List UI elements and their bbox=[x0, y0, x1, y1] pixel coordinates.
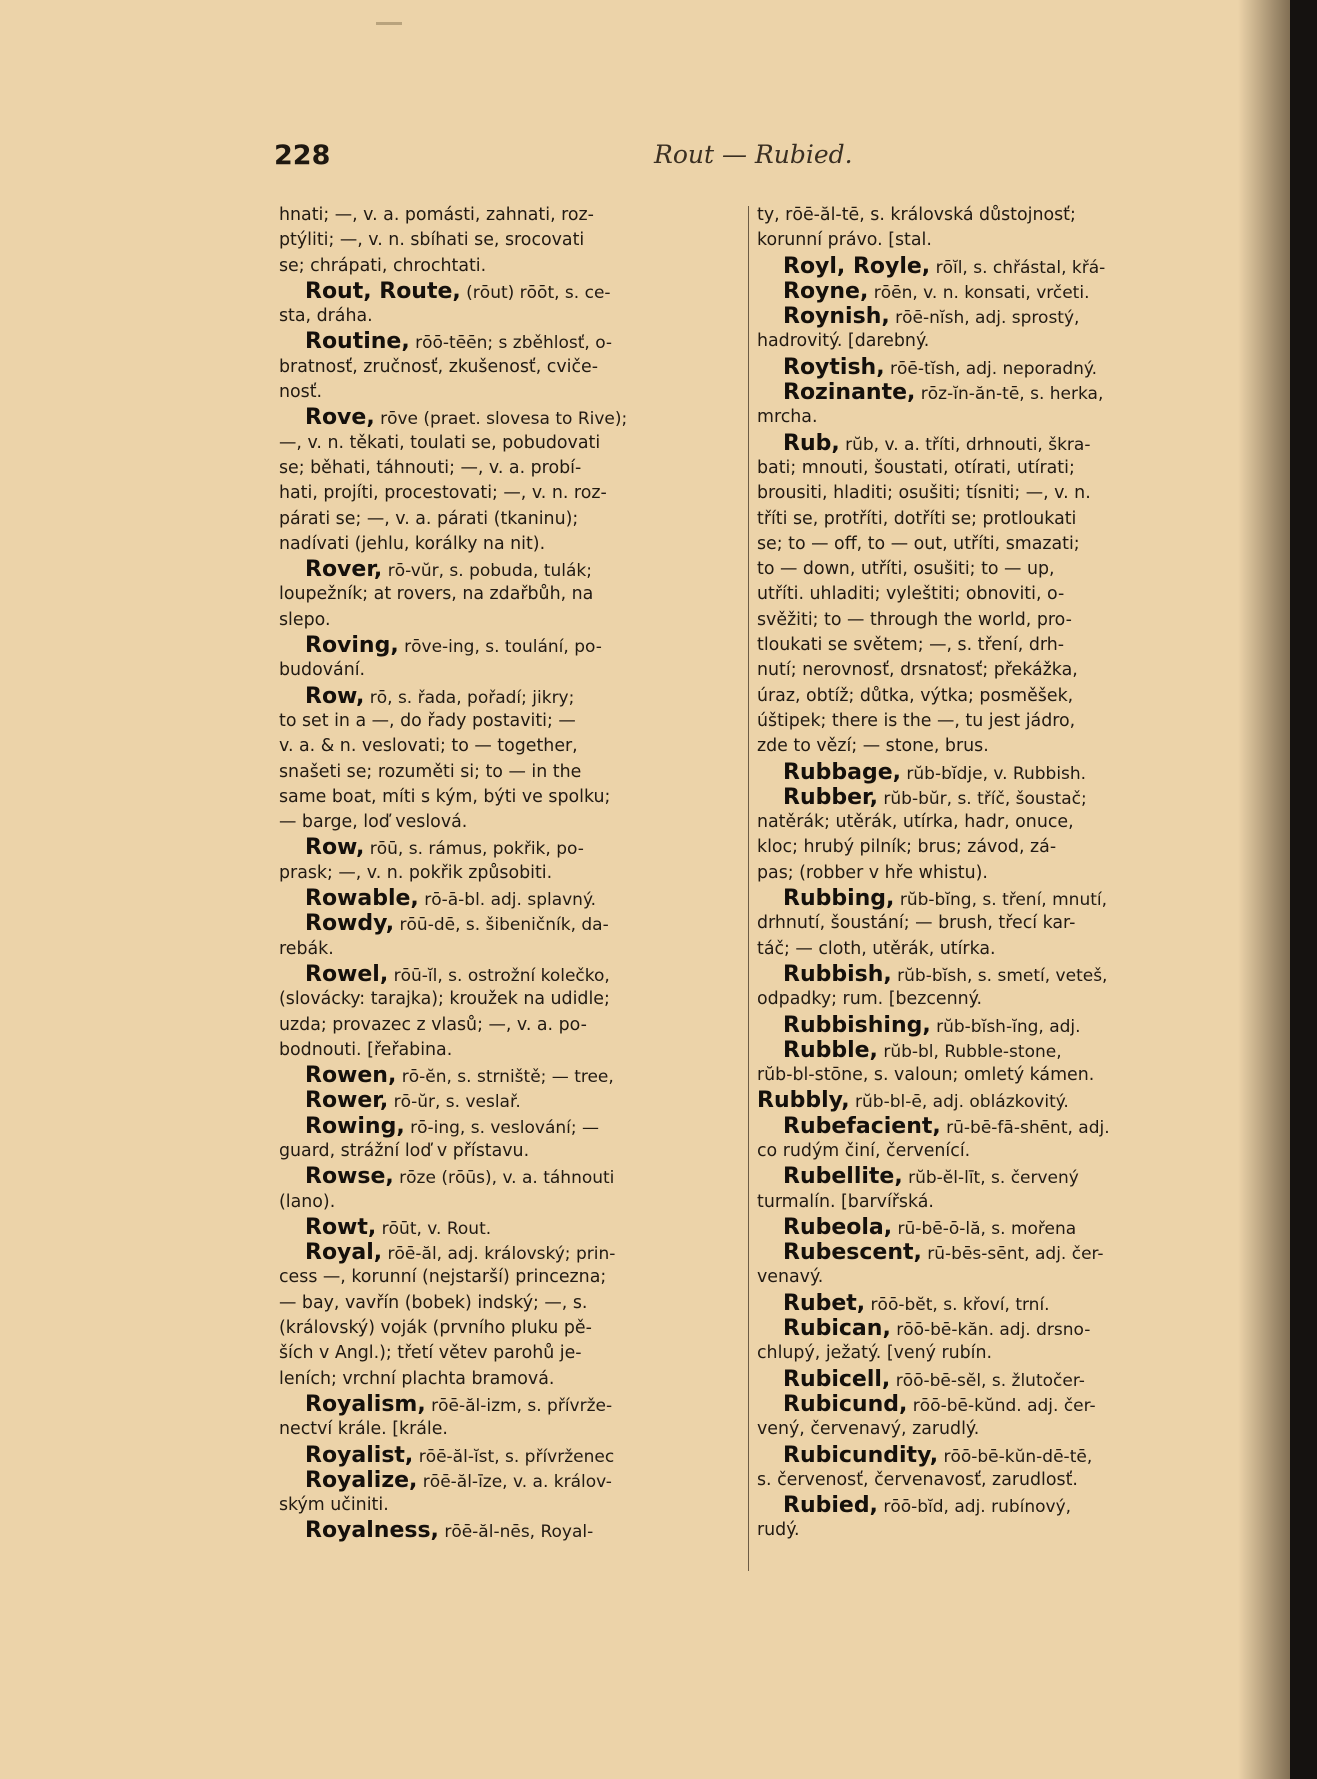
headword: Rubefacient, bbox=[783, 1113, 941, 1139]
entry-text: rū-bē-ō-lă, s. mořena bbox=[892, 1218, 1077, 1239]
entry-text: rō-ā-bl. adj. splavný. bbox=[418, 890, 597, 911]
left-column bbox=[279, 203, 734, 1544]
entry-text: rō-ing, s. veslování; — bbox=[404, 1117, 599, 1138]
entry-text: nadívati (jehlu, korálky na nit). bbox=[279, 533, 546, 554]
entry-text-line bbox=[279, 861, 734, 886]
entry-text: rōve (praet. slovesa to Rive); bbox=[374, 409, 628, 430]
entry-headword-line bbox=[279, 557, 734, 582]
entry-text-line bbox=[279, 709, 734, 734]
entry-text: turmalín. [barvířská. bbox=[757, 1191, 934, 1212]
entry-text: párati se; —, v. a. párati (tkaninu); bbox=[279, 508, 579, 529]
entry-text: rō, s. řada, pořadí; jikry; bbox=[364, 687, 575, 708]
entry-headword-line bbox=[757, 355, 1212, 380]
headword: Routine, bbox=[305, 329, 410, 355]
entry-text: nosť. bbox=[279, 382, 323, 403]
entry-text-line bbox=[757, 1139, 1212, 1164]
entry-text: rōūt, v. Rout. bbox=[376, 1218, 492, 1239]
entry-text: (lano). bbox=[279, 1191, 336, 1212]
entry-headword-line bbox=[757, 760, 1212, 785]
entry-text: bati; mnouti, šoustati, otírati, utírati; bbox=[757, 457, 1075, 478]
entry-text: rōē-ăl-nēs, Royal- bbox=[438, 1522, 594, 1543]
entry-headword-line bbox=[279, 1468, 734, 1493]
headword: Rubbishing, bbox=[783, 1012, 931, 1038]
headword: Rubber, bbox=[783, 784, 878, 810]
entry-text: slepo. bbox=[279, 609, 331, 630]
entry-text: rŭb-bl-stōne, s. valoun; omletý kámen. bbox=[757, 1065, 1095, 1086]
entry-text-line bbox=[757, 861, 1212, 886]
entry-text: chlupý, ježatý. [vený rubín. bbox=[757, 1343, 993, 1364]
entry-text: utříti. uhladiti; vyleštiti; obnoviti, o- bbox=[757, 584, 1065, 605]
entry-headword-line bbox=[279, 1164, 734, 1189]
entry-headword-line bbox=[279, 1088, 734, 1113]
entry-text: vený, červenavý, zarudlý. bbox=[757, 1419, 980, 1440]
headword: Rowen, bbox=[305, 1063, 397, 1089]
headword: Rubbly, bbox=[757, 1088, 850, 1114]
entry-text: (rōut) rōōt, s. ce- bbox=[460, 282, 611, 303]
entry-text-line bbox=[279, 1316, 734, 1341]
entry-text: pas; (robber v hře whistu). bbox=[757, 862, 988, 883]
entry-text-line bbox=[757, 1341, 1212, 1366]
entry-headword-line bbox=[757, 279, 1212, 304]
entry-headword-line bbox=[279, 684, 734, 709]
entry-text-line bbox=[279, 734, 734, 759]
entry-text: ty, rōē-ăl-tē, s. královská důstojnosť; bbox=[757, 205, 1076, 225]
entry-text: rōē-nĭsh, adj. sprostý, bbox=[889, 308, 1080, 329]
entry-headword-line bbox=[757, 1493, 1212, 1518]
entry-headword-line bbox=[279, 886, 734, 911]
entry-text: rōō-bē-sĕl, s. žlutočer- bbox=[890, 1370, 1085, 1391]
entry-text: rŭb-ĕl-līt, s. červený bbox=[902, 1168, 1079, 1189]
entry-text: cess —, korunní (nejstarší) princezna; bbox=[279, 1267, 607, 1288]
entry-text-line bbox=[757, 228, 1212, 253]
entry-text-line bbox=[757, 1190, 1212, 1215]
headword: Rover, bbox=[305, 557, 383, 583]
entry-text-line bbox=[279, 987, 734, 1012]
entry-headword-line bbox=[279, 279, 734, 304]
entry-text: rōō-tēēn; s zběhlosť, o- bbox=[409, 333, 613, 354]
entry-text-line bbox=[757, 911, 1212, 936]
entry-text: rŭb-bl-ē, adj. oblázkovitý. bbox=[849, 1092, 1069, 1113]
entry-headword-line bbox=[757, 431, 1212, 456]
page-header bbox=[274, 140, 1144, 174]
headword: Rubicund, bbox=[783, 1391, 908, 1417]
entry-text-line bbox=[757, 1518, 1212, 1543]
entry-text: —, v. n. těkati, toulati se, pobudovati bbox=[279, 432, 601, 453]
headword: Rubicundity, bbox=[783, 1442, 939, 1468]
entry-headword-line bbox=[757, 1316, 1212, 1341]
entry-text: rōō-bē-kŭnd. adj. čer- bbox=[907, 1395, 1096, 1416]
entry-text-line bbox=[279, 228, 734, 253]
entry-text-line bbox=[279, 254, 734, 279]
gutter-shadow bbox=[1238, 0, 1290, 1779]
entry-text-line bbox=[757, 1417, 1212, 1442]
entry-headword-line bbox=[279, 1392, 734, 1417]
entry-text-line bbox=[757, 507, 1212, 532]
column-divider bbox=[748, 206, 749, 1571]
headword: Roving, bbox=[305, 633, 399, 659]
entry-headword-line bbox=[279, 1443, 734, 1468]
entry-text-line bbox=[279, 582, 734, 607]
entry-text: drhnutí, šoustání; — brush, třecí kar- bbox=[757, 913, 1076, 934]
headword: Rozinante, bbox=[783, 380, 916, 406]
entry-text: tloukati se světem; —, s. tření, drh- bbox=[757, 635, 1065, 656]
entry-headword-line bbox=[279, 1114, 734, 1139]
entry-text: nectví krále. [krále. bbox=[279, 1419, 448, 1440]
headword: Royalize, bbox=[305, 1467, 418, 1493]
entry-text: budování. bbox=[279, 660, 366, 681]
entry-text-line bbox=[757, 1063, 1212, 1088]
entry-text: rŭb-bĭdje, v. Rubbish. bbox=[900, 763, 1087, 784]
entry-text: rŭb, v. a. tříti, drhnouti, škra- bbox=[839, 434, 1091, 455]
entry-headword-line bbox=[279, 1240, 734, 1265]
entry-text-line bbox=[757, 481, 1212, 506]
entry-text: zde to vězí; — stone, brus. bbox=[757, 736, 989, 757]
entry-text: rōze (rōūs), v. a. táhnouti bbox=[393, 1168, 615, 1189]
entry-headword-line bbox=[279, 911, 734, 936]
entry-text: v. a. & n. veslovati; to — together, bbox=[279, 736, 578, 757]
headword: Rowable, bbox=[305, 886, 419, 912]
entry-headword-line bbox=[757, 1240, 1212, 1265]
entry-headword-line bbox=[757, 1443, 1212, 1468]
entry-text: rŭb-bŭr, s. tříč, šoustač; bbox=[878, 788, 1087, 809]
entry-text-line bbox=[279, 785, 734, 810]
entry-text: mrcha. bbox=[757, 407, 818, 428]
entry-text-line bbox=[757, 709, 1212, 734]
entry-text: guard, strážní loď v přístavu. bbox=[279, 1140, 530, 1161]
entry-text: svěžiti; to — through the world, pro- bbox=[757, 609, 1072, 630]
entry-text-line bbox=[279, 203, 734, 228]
entry-text: to set in a —, do řady postaviti; — bbox=[279, 710, 576, 731]
headword: Rowt, bbox=[305, 1214, 377, 1240]
entry-text: rō-ĕn, s. strniště; — tree, bbox=[396, 1067, 614, 1088]
entry-text-line bbox=[279, 1367, 734, 1392]
entry-text-line bbox=[279, 1038, 734, 1063]
entry-text-line bbox=[757, 633, 1212, 658]
entry-headword-line bbox=[757, 380, 1212, 405]
headword: Row, bbox=[305, 683, 365, 709]
headword: Royl, Royle, bbox=[783, 253, 931, 279]
entry-text: rōē-ăl, adj. královský; prin- bbox=[382, 1244, 616, 1265]
entry-text: korunní právo. [stal. bbox=[757, 230, 932, 251]
headword: Royalist, bbox=[305, 1442, 414, 1468]
entry-text: ským učiniti. bbox=[279, 1495, 389, 1516]
entry-text: to — down, utříti, osušiti; to — up, bbox=[757, 559, 1055, 580]
headword: Rowel, bbox=[305, 961, 389, 987]
entry-headword-line bbox=[757, 1114, 1212, 1139]
entry-text: rōē-ăl-ĭst, s. přívrženec bbox=[413, 1446, 615, 1467]
entry-text: ptýliti; —, v. n. sbíhati se, srocovati bbox=[279, 230, 585, 251]
entry-text: rŭb-bĭng, s. tření, mnutí, bbox=[894, 890, 1108, 911]
entry-headword-line bbox=[279, 962, 734, 987]
headword: Rower, bbox=[305, 1088, 389, 1114]
entry-text: brousiti, hladiti; osušiti; tísniti; —, v. n. bbox=[757, 483, 1091, 504]
entry-text-line bbox=[757, 582, 1212, 607]
entry-text: rŭb-bĭsh, s. smetí, veteš, bbox=[891, 965, 1108, 986]
headword: Rout, Route, bbox=[305, 278, 461, 304]
entry-text-line bbox=[757, 1265, 1212, 1290]
headword: Rubbing, bbox=[783, 886, 895, 912]
entry-text: rōĭl, s. chřástal, křá- bbox=[930, 257, 1106, 278]
headword: Rowse, bbox=[305, 1164, 394, 1190]
headword: Rubican, bbox=[783, 1316, 891, 1342]
running-head: Rout — Rubied. bbox=[654, 140, 853, 169]
entry-text-line bbox=[279, 532, 734, 557]
entry-headword-line bbox=[757, 254, 1212, 279]
entry-text: táč; — cloth, utěrák, utírka. bbox=[757, 938, 996, 959]
entry-text-line bbox=[279, 810, 734, 835]
entry-text-line bbox=[279, 456, 734, 481]
headword: Rowing, bbox=[305, 1113, 405, 1139]
entry-text-line bbox=[757, 405, 1212, 430]
entry-headword-line bbox=[757, 785, 1212, 810]
headword: Rub, bbox=[783, 430, 840, 456]
headword: Rubescent, bbox=[783, 1240, 922, 1266]
fold-mark bbox=[376, 22, 402, 25]
right-column bbox=[757, 203, 1212, 1544]
entry-text-line bbox=[279, 1493, 734, 1518]
book-edge bbox=[1290, 0, 1317, 1779]
entry-text: rōū-dē, s. šibeničník, da- bbox=[394, 915, 609, 936]
headword: Rubble, bbox=[783, 1037, 878, 1063]
entry-headword-line bbox=[757, 1392, 1212, 1417]
entry-text: rōē-ăl-izm, s. přívrže- bbox=[425, 1395, 613, 1416]
headword: Row, bbox=[305, 835, 365, 861]
entry-text: rebák. bbox=[279, 938, 334, 959]
entry-text-line bbox=[279, 1013, 734, 1038]
headword: Rubied, bbox=[783, 1493, 878, 1519]
entry-headword-line bbox=[757, 1215, 1212, 1240]
entry-text-line bbox=[757, 937, 1212, 962]
entry-headword-line bbox=[757, 962, 1212, 987]
entry-text: nutí; nerovnosť, drsnatosť; překážka, bbox=[757, 660, 1078, 681]
entry-text: se; to — off, to — out, utříti, smazati; bbox=[757, 533, 1080, 554]
entry-text: rōē-ăl-īze, v. a. králov- bbox=[417, 1471, 612, 1492]
entry-headword-line bbox=[757, 1164, 1212, 1189]
entry-headword-line bbox=[279, 1063, 734, 1088]
page-number: 228 bbox=[274, 140, 331, 171]
entry-text-line bbox=[279, 1190, 734, 1215]
entry-text: hati, projíti, procestovati; —, v. n. roz- bbox=[279, 483, 607, 504]
entry-text: tříti se, protříti, dotříti se; protloukati bbox=[757, 508, 1077, 529]
entry-text-line bbox=[279, 937, 734, 962]
entry-headword-line bbox=[279, 329, 734, 354]
entry-text: co rudým činí, červenící. bbox=[757, 1140, 971, 1161]
entry-text-line bbox=[279, 1417, 734, 1442]
entry-text: — bay, vavřín (bobek) indský; —, s. bbox=[279, 1292, 588, 1313]
entry-text: odpadky; rum. [bezcenný. bbox=[757, 989, 983, 1010]
entry-text: rōō-bĭd, adj. rubínový, bbox=[877, 1497, 1072, 1518]
entry-text-line bbox=[279, 481, 734, 506]
headword: Rubbage, bbox=[783, 759, 901, 785]
entry-text: rōū-ĭl, s. ostrožní kolečko, bbox=[388, 965, 610, 986]
entry-text-line bbox=[757, 329, 1212, 354]
entry-text: prask; —, v. n. pokřik způsobiti. bbox=[279, 862, 553, 883]
headword: Rubellite, bbox=[783, 1164, 903, 1190]
entry-text: bodnouti. [řeřabina. bbox=[279, 1039, 453, 1060]
entry-text: (slovácky: tarajka); kroužek na udidle; bbox=[279, 989, 610, 1010]
entry-text: natěrák; utěrák, utírka, hadr, onuce, bbox=[757, 812, 1074, 833]
entry-headword-line bbox=[757, 1088, 1212, 1113]
entry-text-line bbox=[757, 987, 1212, 1012]
entry-text: rōō-bē-kŭn-dē-tē, bbox=[938, 1446, 1093, 1467]
entry-headword-line bbox=[279, 1215, 734, 1240]
headword: Roytish, bbox=[783, 354, 885, 380]
entry-text-line bbox=[757, 557, 1212, 582]
entry-text: hadrovitý. [darebný. bbox=[757, 331, 930, 352]
headword: Royal, bbox=[305, 1240, 383, 1266]
entry-text-line bbox=[757, 835, 1212, 860]
entry-text: úraz, obtíž; důtka, výtka; posměšek, bbox=[757, 685, 1074, 706]
entry-text-line bbox=[279, 1341, 734, 1366]
entry-text: ších v Angl.); třetí větev parohů je- bbox=[279, 1343, 582, 1364]
entry-text-line bbox=[279, 1139, 734, 1164]
entry-text-line bbox=[279, 304, 734, 329]
entry-text-line bbox=[279, 1265, 734, 1290]
entry-text: rōē-tĭsh, adj. neporadný. bbox=[884, 358, 1097, 379]
entry-text: se; chrápati, chrochtati. bbox=[279, 255, 487, 276]
entry-headword-line bbox=[757, 304, 1212, 329]
entry-text: loupežník; at rovers, na zdařbůh, na bbox=[279, 584, 594, 605]
headword: Rove, bbox=[305, 405, 375, 431]
entry-text: rōō-bĕt, s. křoví, trní. bbox=[865, 1294, 1050, 1315]
entry-text: rū-bēs-sēnt, adj. čer- bbox=[921, 1244, 1104, 1265]
entry-text-line bbox=[757, 532, 1212, 557]
entry-headword-line bbox=[757, 1367, 1212, 1392]
entry-text: rōō-bē-kăn. adj. drsno- bbox=[890, 1320, 1091, 1341]
entry-text: rōū, s. rámus, pokřik, po- bbox=[364, 839, 584, 860]
entry-text: rōz-ĭn-ăn-tē, s. herka, bbox=[915, 384, 1104, 405]
entry-text-line bbox=[279, 658, 734, 683]
entry-text-line bbox=[757, 608, 1212, 633]
headword: Royalness, bbox=[305, 1518, 439, 1544]
entry-text: úštipek; there is the —, tu jest jádro, bbox=[757, 710, 1076, 731]
entry-text: — barge, loď veslová. bbox=[279, 812, 468, 833]
entry-text: leních; vrchní plachta bramová. bbox=[279, 1368, 555, 1389]
entry-text-line bbox=[279, 355, 734, 380]
headword: Royalism, bbox=[305, 1391, 426, 1417]
entry-text-line bbox=[757, 1468, 1212, 1493]
entry-text: bratnosť, zručnosť, zkušenosť, cviče- bbox=[279, 356, 598, 377]
headword: Rubet, bbox=[783, 1290, 866, 1316]
entry-text-line bbox=[279, 1291, 734, 1316]
entry-headword-line bbox=[279, 633, 734, 658]
entry-text-line bbox=[279, 507, 734, 532]
entry-text: rŭb-bĭsh-ĭng, adj. bbox=[930, 1016, 1081, 1037]
entry-text: sta, dráha. bbox=[279, 306, 373, 327]
headword: Rubbish, bbox=[783, 961, 892, 987]
entry-text: uzda; provazec z vlasů; —, v. a. po- bbox=[279, 1014, 587, 1035]
headword: Rubeola, bbox=[783, 1214, 893, 1240]
entry-text-line bbox=[757, 734, 1212, 759]
entry-text: rudý. bbox=[757, 1520, 800, 1541]
entry-text: s. červenosť, červenavosť, zarudlosť. bbox=[757, 1469, 1078, 1490]
entry-text-line bbox=[279, 431, 734, 456]
entry-text-line bbox=[757, 810, 1212, 835]
entry-text-line bbox=[279, 760, 734, 785]
entry-text-line bbox=[757, 684, 1212, 709]
headword: Rowdy, bbox=[305, 911, 395, 937]
entry-text: rōēn, v. n. konsati, vrčeti. bbox=[868, 282, 1090, 303]
entry-text: same boat, míti s kým, býti ve spolku; bbox=[279, 786, 611, 807]
entry-text: rō-vŭr, s. pobuda, tulák; bbox=[382, 561, 592, 582]
entry-text: se; běhati, táhnouti; —, v. a. probí- bbox=[279, 457, 582, 478]
entry-text: kloc; hrubý pilník; brus; závod, zá- bbox=[757, 837, 1057, 858]
entry-text: hnati; —, v. a. pomásti, zahnati, roz- bbox=[279, 205, 594, 225]
entry-text: (královský) voják (prvního pluku pě- bbox=[279, 1318, 592, 1339]
headword: Royne, bbox=[783, 278, 869, 304]
headword: Rubicell, bbox=[783, 1366, 891, 1392]
entry-text-line bbox=[279, 380, 734, 405]
entry-headword-line bbox=[757, 886, 1212, 911]
entry-text-line bbox=[757, 203, 1212, 228]
entry-text-line bbox=[757, 658, 1212, 683]
entry-headword-line bbox=[757, 1013, 1212, 1038]
entry-text: venavý. bbox=[757, 1267, 824, 1288]
entry-headword-line bbox=[279, 835, 734, 860]
entry-text: rōve-ing, s. toulání, po- bbox=[398, 637, 602, 658]
entry-headword-line bbox=[757, 1291, 1212, 1316]
entry-text: rō-ŭr, s. veslař. bbox=[388, 1092, 521, 1113]
entry-text: rū-bē-fā-shēnt, adj. bbox=[940, 1117, 1110, 1138]
headword: Roynish, bbox=[783, 304, 890, 330]
entry-text-line bbox=[757, 456, 1212, 481]
entry-text: rŭb-bl, Rubble-stone, bbox=[877, 1041, 1062, 1062]
entry-text: snašeti se; rozuměti si; to — in the bbox=[279, 761, 582, 782]
entry-headword-line bbox=[279, 1518, 734, 1543]
entry-headword-line bbox=[279, 405, 734, 430]
entry-text-line bbox=[279, 608, 734, 633]
entry-headword-line bbox=[757, 1038, 1212, 1063]
